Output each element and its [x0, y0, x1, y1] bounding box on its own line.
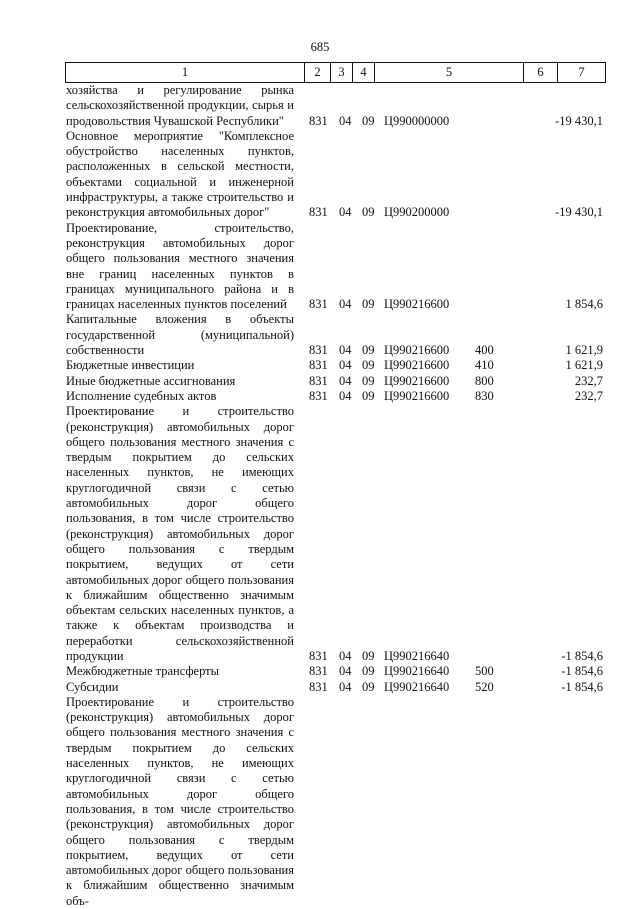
row-name: Проектирование и строительство (реконструкция) автомобильных дорог общего пользования местного значения с твердым покрытием до сельских населенных пунктов, не имеющих круглогодичной связи с сетью автомобильных дорог общего пользования, в том числе строительство (реконструкция) автомобильных дорог общего пользования с твердым покрытием, ведущих от сети автомобильных дорог общего пользования к ближайшим общественно значимым объ- [66, 694, 294, 908]
row-col-2: 831 [309, 297, 328, 312]
row-col-7: -19 430,1 [555, 205, 603, 220]
row-name: Исполнение судебных актов [66, 388, 217, 403]
row-col-5: Ц990216600 [384, 358, 450, 373]
row-col-7: 1 621,9 [565, 343, 603, 358]
row-col-5: Ц990216600 [384, 388, 450, 403]
table-row [0, 664, 640, 679]
row-col-3: 04 [339, 113, 352, 128]
row-col-2: 831 [309, 648, 328, 663]
row-col-4: 09 [362, 373, 375, 388]
row-col-7: 1 854,6 [565, 297, 603, 312]
table-row [0, 695, 640, 909]
header-col-2: 2 [304, 63, 330, 82]
row-col-3: 04 [339, 664, 352, 679]
table-row [0, 404, 640, 664]
row-col-3: 04 [339, 343, 352, 358]
row-col-3: 04 [339, 679, 352, 694]
table-row [0, 129, 640, 221]
row-col-7: 232,7 [574, 373, 603, 388]
table-row [0, 358, 640, 373]
row-col-2: 831 [309, 358, 328, 373]
row-col-7: -19 430,1 [555, 113, 603, 128]
row-col-5: Ц990200000 [384, 205, 450, 220]
row-col-4: 09 [362, 358, 375, 373]
row-name: Межбюджетные трансферты [66, 664, 220, 679]
header-col-7: 7 [557, 63, 606, 82]
row-col-5: Ц990216640 [384, 679, 450, 694]
row-name: Бюджетные инвестиции [66, 358, 195, 373]
header-col-3: 3 [330, 63, 352, 82]
row-col-2: 831 [309, 113, 328, 128]
row-col-3: 04 [339, 205, 352, 220]
row-col-3: 04 [339, 373, 352, 388]
row-col-2: 831 [309, 343, 328, 358]
header-col-1: 1 [65, 63, 304, 82]
row-col-3: 04 [339, 388, 352, 403]
row-col-2: 831 [309, 679, 328, 694]
table-row [0, 374, 640, 389]
table-row [0, 221, 640, 313]
row-col-6: 830 [475, 388, 494, 403]
table-row [0, 83, 640, 129]
row-col-6: 400 [475, 343, 494, 358]
row-col-2: 831 [309, 205, 328, 220]
table-row [0, 389, 640, 404]
header-col-6: 6 [523, 63, 557, 82]
row-col-3: 04 [339, 648, 352, 663]
header-col-5: 5 [374, 63, 523, 82]
row-col-7: -1 854,6 [561, 664, 603, 679]
row-col-7: -1 854,6 [561, 679, 603, 694]
row-col-6: 410 [475, 358, 494, 373]
row-col-7: -1 854,6 [561, 648, 603, 663]
row-col-3: 04 [339, 358, 352, 373]
row-col-4: 09 [362, 388, 375, 403]
row-col-3: 04 [339, 297, 352, 312]
row-col-7: 1 621,9 [565, 358, 603, 373]
row-col-6: 520 [475, 679, 494, 694]
row-name: Иные бюджетные ассигнования [66, 373, 236, 388]
row-name: Капитальные вложения в объекты государственной (муниципальной) собственности [66, 312, 294, 358]
row-col-4: 09 [362, 664, 375, 679]
row-col-2: 831 [309, 373, 328, 388]
row-col-4: 09 [362, 297, 375, 312]
row-col-5: Ц990216600 [384, 343, 450, 358]
row-name: хозяйства и регулирование рынка сельскохозяйственной продукции, сырья и продовольствия Чувашской Республики" [66, 83, 294, 128]
row-name: Субсидии [66, 679, 119, 694]
row-col-4: 09 [362, 343, 375, 358]
row-col-4: 09 [362, 679, 375, 694]
header-col-4: 4 [352, 63, 374, 82]
row-col-5: Ц990216640 [384, 664, 450, 679]
row-col-4: 09 [362, 205, 375, 220]
row-name: Проектирование, строительство, реконструкция автомобильных дорог общего пользования местного значения вне границ населенных пунктов в границах муниципального района и в границах населенных пунктов поселений [66, 220, 294, 312]
row-col-5: Ц990216600 [384, 373, 450, 388]
row-col-4: 09 [362, 113, 375, 128]
table-header [65, 62, 606, 83]
row-col-6: 500 [475, 664, 494, 679]
table-row [0, 312, 640, 358]
row-col-4: 09 [362, 648, 375, 663]
page-number: 685 [310, 40, 330, 54]
row-col-2: 831 [309, 664, 328, 679]
table-row [0, 680, 640, 695]
row-col-6: 800 [475, 373, 494, 388]
row-col-7: 232,7 [574, 388, 603, 403]
table-body [0, 83, 640, 909]
row-name: Основное мероприятие "Комплексное обустройство населенных пунктов, расположенных в сельской местности, объектами социальной и инженерной инфраструктуры, а также строительство и реконструкция автомобильных дорог" [66, 128, 294, 220]
row-name: Проектирование и строительство (реконструкция) автомобильных дорог общего пользования местного значения с твердым покрытием до сельских населенных пунктов, не имеющих круглогодичной связи с сетью автомобильных дорог общего пользования, в том числе строительство (реконструкция) автомобильных дорог общего пользования с твердым покрытием, ведущих от сети автомобильных дорог общего пользования к ближайшим общественно значимым объектам сельских населенных пунктов, а также к объектам производства и переработки сельскохозяйственной продукции [66, 404, 294, 663]
row-col-5: Ц990216640 [384, 648, 450, 663]
row-col-2: 831 [309, 388, 328, 403]
row-col-5: Ц990216600 [384, 297, 450, 312]
row-col-5: Ц990000000 [384, 113, 450, 128]
